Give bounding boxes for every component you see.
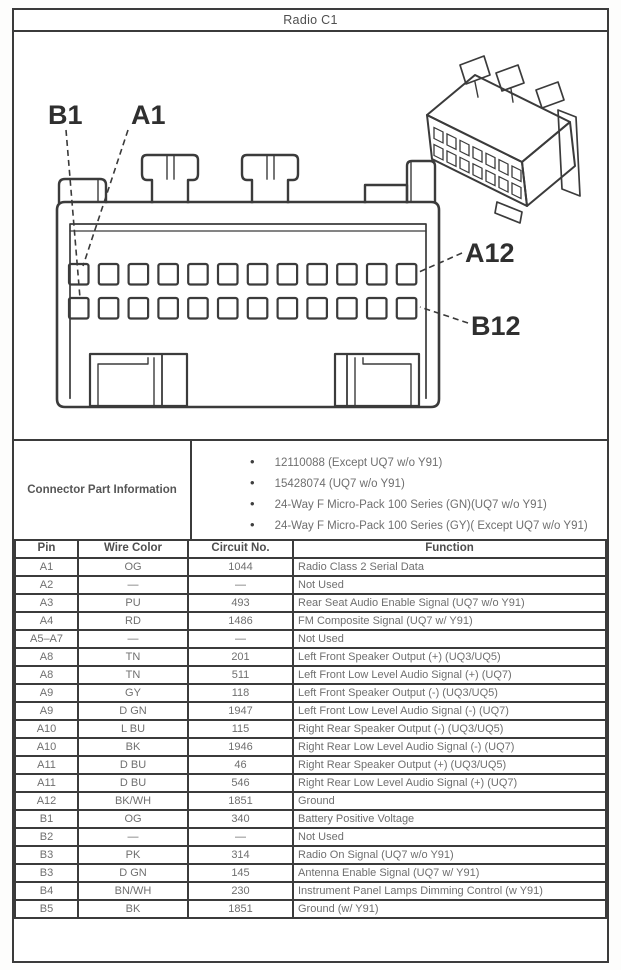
pin-cell: B3: [15, 846, 78, 864]
pin-cell: A8: [15, 666, 78, 684]
pinout-table-row: [15, 828, 606, 846]
circuit-no-cell: 46: [188, 756, 293, 774]
pinout-table-row: [15, 558, 606, 576]
wire-color-cell: TN: [78, 666, 188, 684]
terminal-grid: [69, 264, 416, 319]
title-bar: [14, 10, 607, 32]
circuit-no-cell: —: [188, 630, 293, 648]
pin-cell: A4: [15, 612, 78, 630]
document-border: [12, 8, 609, 963]
wire-color-cell: PU: [78, 594, 188, 612]
pin-cell: A2: [15, 576, 78, 594]
wire-color-cell: OG: [78, 810, 188, 828]
pin-cell: B3: [15, 864, 78, 882]
circuit-no-cell: 1947: [188, 702, 293, 720]
pinout-table-row: [15, 774, 606, 792]
pinout-table-row: [15, 792, 606, 810]
pin-cell: B4: [15, 882, 78, 900]
pinout-table-row: [15, 756, 606, 774]
part-info-item: • 12110088 (Except UQ7 w/o Y91): [250, 454, 443, 469]
wire-color-cell: BK: [78, 900, 188, 918]
function-cell: Right Rear Speaker Output (-) (UQ3/UQ5): [293, 720, 606, 738]
terminal-B8: [278, 298, 298, 319]
terminal-B5: [188, 298, 208, 319]
function-cell: Radio Class 2 Serial Data: [293, 558, 606, 576]
pin-cell: A3: [15, 594, 78, 612]
terminal-A4: [158, 264, 178, 285]
pin-cell: A1: [15, 558, 78, 576]
wire-color-cell: —: [78, 630, 188, 648]
terminal-A8: [278, 264, 298, 285]
terminal-A2: [99, 264, 119, 285]
wire-color-cell: BK/WH: [78, 792, 188, 810]
circuit-no-cell: 201: [188, 648, 293, 666]
terminal-B9: [307, 298, 327, 319]
connector-front-view: [57, 155, 439, 407]
function-cell: Right Rear Speaker Output (+) (UQ3/UQ5): [293, 756, 606, 774]
terminal-B2: [99, 298, 119, 319]
terminal-B4: [158, 298, 178, 319]
terminal-B1: [69, 298, 89, 319]
terminal-B11: [367, 298, 387, 319]
wire-color-cell: RD: [78, 612, 188, 630]
bullet-icon: •: [250, 517, 255, 532]
terminal-A11: [367, 264, 387, 285]
wire-color-cell: D GN: [78, 864, 188, 882]
function-cell: Right Rear Low Level Audio Signal (+) (UQ7): [293, 774, 606, 792]
pin-cell: B2: [15, 828, 78, 846]
part-info-item: • 15428074 (UQ7 w/o Y91): [250, 475, 405, 490]
connector-isometric-view: [427, 56, 580, 223]
wire-color-cell: D GN: [78, 702, 188, 720]
terminal-A6: [218, 264, 238, 285]
wire-color-cell: BK: [78, 738, 188, 756]
circuit-no-cell: —: [188, 576, 293, 594]
pinout-table-body: [15, 558, 606, 918]
circuit-no-cell: 115: [188, 720, 293, 738]
pin-cell: A5–A7: [15, 630, 78, 648]
column-header: Wire Color: [78, 540, 188, 558]
terminal-B3: [129, 298, 149, 319]
function-cell: Instrument Panel Lamps Dimming Control (w Y91): [293, 882, 606, 900]
leader-line-b12: [420, 307, 468, 323]
circuit-no-cell: —: [188, 828, 293, 846]
part-info-list: [250, 452, 601, 536]
circuit-no-cell: 493: [188, 594, 293, 612]
isometric-terminal-grid: [434, 127, 521, 198]
terminal-A5: [188, 264, 208, 285]
circuit-no-cell: 145: [188, 864, 293, 882]
bullet-icon: •: [250, 454, 255, 469]
pinout-table-row: [15, 882, 606, 900]
circuit-no-cell: 314: [188, 846, 293, 864]
terminal-B10: [337, 298, 357, 319]
circuit-no-cell: 1044: [188, 558, 293, 576]
column-header: Pin: [15, 540, 78, 558]
column-header: Circuit No.: [188, 540, 293, 558]
pinout-table-row: [15, 594, 606, 612]
connector-diagram-svg: [14, 32, 607, 439]
pin-cell: A9: [15, 702, 78, 720]
connector-part-information-row: [14, 439, 607, 539]
terminal-A3: [129, 264, 149, 285]
label-b1: B1: [48, 100, 83, 130]
wire-color-cell: —: [78, 576, 188, 594]
function-cell: Ground: [293, 792, 606, 810]
function-cell: Radio On Signal (UQ7 w/o Y91): [293, 846, 606, 864]
bullet-icon: •: [250, 496, 255, 511]
circuit-no-cell: 511: [188, 666, 293, 684]
function-cell: Left Front Speaker Output (+) (UQ3/UQ5): [293, 648, 606, 666]
pin-cell: A9: [15, 684, 78, 702]
part-info-item: • 24-Way F Micro-Pack 100 Series (GN)(UQ7 w/o Y91): [250, 496, 547, 511]
function-cell: FM Composite Signal (UQ7 w/ Y91): [293, 612, 606, 630]
pinout-table-row: [15, 864, 606, 882]
function-cell: Rear Seat Audio Enable Signal (UQ7 w/o Y91): [293, 594, 606, 612]
pin-cell: B1: [15, 810, 78, 828]
function-cell: Right Rear Low Level Audio Signal (-) (UQ7): [293, 738, 606, 756]
function-cell: Not Used: [293, 576, 606, 594]
page-title: Radio C1: [283, 13, 338, 27]
connector-part-information-items: [192, 441, 607, 539]
wire-color-cell: GY: [78, 684, 188, 702]
connector-diagram: [14, 32, 607, 439]
pinout-table-row: [15, 576, 606, 594]
terminal-B12: [397, 298, 417, 319]
terminal-A7: [248, 264, 267, 285]
pin-cell: B5: [15, 900, 78, 918]
terminal-A12: [397, 264, 417, 285]
circuit-no-cell: 118: [188, 684, 293, 702]
pinout-table-row: [15, 684, 606, 702]
pinout-table-row: [15, 630, 606, 648]
pin-cell: A11: [15, 774, 78, 792]
pinout-table-row: [15, 648, 606, 666]
function-cell: Left Front Low Level Audio Signal (-) (UQ7): [293, 702, 606, 720]
circuit-no-cell: 1946: [188, 738, 293, 756]
column-header: Function: [293, 540, 606, 558]
function-cell: Not Used: [293, 828, 606, 846]
pin-cell: A10: [15, 738, 78, 756]
pinout-table-row: [15, 666, 606, 684]
terminal-A9: [307, 264, 327, 285]
terminal-B6: [218, 298, 238, 319]
part-info-item: • 24-Way F Micro-Pack 100 Series (GY)( Except UQ7 w/o Y91): [250, 517, 588, 532]
circuit-no-cell: 340: [188, 810, 293, 828]
label-a12: A12: [465, 238, 515, 268]
circuit-no-cell: 546: [188, 774, 293, 792]
function-cell: Left Front Speaker Output (-) (UQ3/UQ5): [293, 684, 606, 702]
wire-color-cell: D BU: [78, 774, 188, 792]
circuit-no-cell: 1851: [188, 792, 293, 810]
leader-line-a1: [83, 130, 128, 266]
pinout-table-row: [15, 846, 606, 864]
function-cell: Antenna Enable Signal (UQ7 w/ Y91): [293, 864, 606, 882]
function-cell: Not Used: [293, 630, 606, 648]
connector-part-information-label: Connector Part Information: [14, 441, 192, 539]
pinout-table-row: [15, 702, 606, 720]
pin-cell: A12: [15, 792, 78, 810]
terminal-A10: [337, 264, 357, 285]
wire-color-cell: OG: [78, 558, 188, 576]
pinout-table-row: [15, 810, 606, 828]
pinout-table: [14, 539, 607, 919]
pinout-table-header-row: [15, 540, 606, 558]
pinout-table-row: [15, 900, 606, 918]
pinout-table-row: [15, 720, 606, 738]
circuit-no-cell: 230: [188, 882, 293, 900]
wire-color-cell: BN/WH: [78, 882, 188, 900]
pin-cell: A8: [15, 648, 78, 666]
pinout-table-row: [15, 612, 606, 630]
pin-cell: A10: [15, 720, 78, 738]
terminal-B7: [248, 298, 267, 319]
function-cell: Battery Positive Voltage: [293, 810, 606, 828]
wire-color-cell: L BU: [78, 720, 188, 738]
function-cell: Left Front Low Level Audio Signal (+) (UQ7): [293, 666, 606, 684]
function-cell: Ground (w/ Y91): [293, 900, 606, 918]
circuit-no-cell: 1486: [188, 612, 293, 630]
wire-color-cell: TN: [78, 648, 188, 666]
circuit-no-cell: 1851: [188, 900, 293, 918]
wire-color-cell: —: [78, 828, 188, 846]
bullet-icon: •: [250, 475, 255, 490]
wire-color-cell: PK: [78, 846, 188, 864]
label-a1: A1: [131, 100, 166, 130]
pinout-table-row: [15, 738, 606, 756]
label-b12: B12: [471, 311, 521, 341]
pin-cell: A11: [15, 756, 78, 774]
wire-color-cell: D BU: [78, 756, 188, 774]
